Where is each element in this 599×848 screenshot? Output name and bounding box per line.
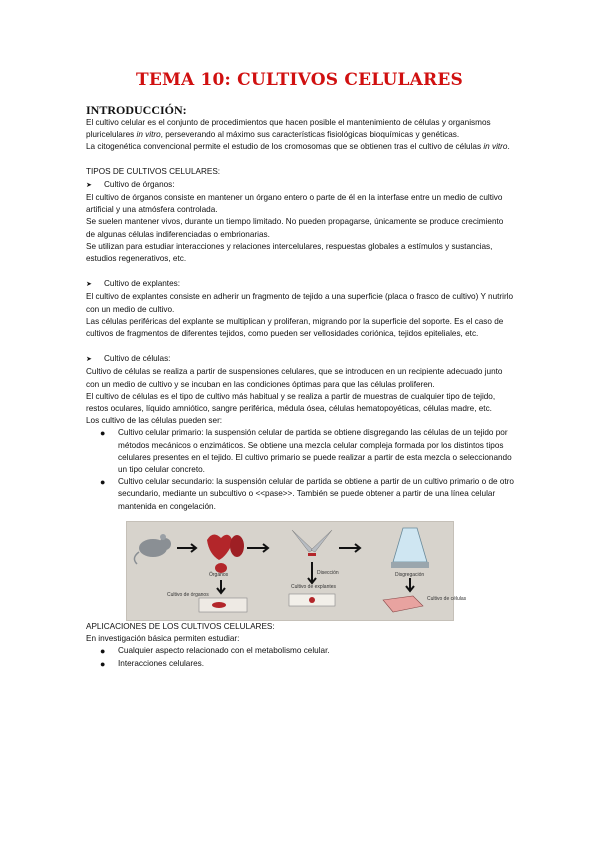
explant-culture-dish-icon [289, 594, 335, 606]
organs-icon [207, 534, 244, 573]
arrowhead-icon: ➤ [86, 181, 92, 189]
cell-culture-line: Los cultivo de las células pueden ser: [86, 416, 223, 426]
organ-culture-line: El cultivo de órganos consiste en mantener un órgano entero o parte de él en la interfase entre un medio de cultivo artificial y una atmósfera controlada. [86, 193, 503, 215]
explant-culture-line: Las células periféricas del explante se multiplican y proliferan, migrando por la superficie del soporte. Es el caso de cultivos de fragmentos de diferentes tejidos, como pueden ser vellosidades coriónica, tejidos epiteliales, etc. [86, 316, 504, 339]
cell-culture-line: Cultivo de células se realiza a partir de suspensiones celulares, que se introducen en un recipiente adecuado junto con un medio de cultivo y se incuban en las condiciones óptimas para que las células proliferen. [86, 367, 503, 389]
label-disaggregation: Disgregación [395, 571, 425, 578]
cell-culture-line: El cultivo de células es el tipo de cultivo más habitual y se realiza a partir de muestras de cualquier tipo de tejido, restos oculares, líquido amniótico, sangre periférica, médula ósea, células hematopoyéticas, células madre, etc. [86, 391, 496, 414]
document-body [86, 104, 514, 670]
intro-paragraph-2: La citogenética convencional permite el estudio de los cromosomas que se obtienen tras el cultivo de células in vitro. [86, 142, 510, 152]
list-item: ● Cualquier aspecto relacionado con el metabolismo celular. [100, 646, 330, 657]
list-item: ● Cultivo celular secundario: la suspensión celular de partida se obtiene a partir de un cultivo primario o de otro secundario, mediante un subcultivo o <<pase>>. También se puede obtener a partir de una línea celular mantenida en congelación. [100, 477, 514, 511]
organ-culture-label: ➤ Cultivo de órganos: [86, 179, 514, 192]
list-item: ● Cultivo celular primario: la suspensión celular de partida se obtiene disgregando las células de un tejido por métodos mecánicos o enzimáticos. Se obtiene una mezcla celular compleja formada por los distintos tipos celulares presentes en el tejido. El cultivo primario se puede realizar a partir de esta mezcla o seleccionando un tipo celular concreto. [100, 428, 512, 475]
arrowhead-icon: ➤ [86, 281, 92, 289]
explant-culture-label: ➤ Cultivo de explantes: [86, 278, 514, 291]
cell-culture-label: ➤ Cultivo de células: [86, 353, 514, 366]
types-heading: TIPOS DE CULTIVOS CELULARES: [86, 166, 221, 176]
arrow-down-icon [308, 562, 316, 583]
label-dissection: Disección [317, 569, 339, 576]
arrow-right-icon [177, 544, 196, 552]
bullet-icon: ● [100, 658, 106, 669]
organ-culture-line: Se suelen mantener vivos, durante un tiempo limitado. No pueden propagarse, únicamente se produce crecimiento de algunas células indiferenciadas o embrionarias. [86, 217, 504, 239]
cell-culture-types-list [86, 427, 514, 512]
label-cell-culture: Cultivo de células [427, 595, 467, 602]
mouse-icon [134, 534, 171, 564]
applications-heading: APLICACIONES DE LOS CULTIVOS CELULARES: [86, 621, 275, 631]
culture-types-illustration [126, 521, 467, 621]
arrowhead-icon: ➤ [86, 356, 92, 364]
intro-heading: INTRODUCCIÓN: [86, 103, 187, 117]
arrow-down-icon [217, 580, 225, 593]
arrow-down-icon [406, 578, 414, 591]
cell-culture-flask-icon [383, 596, 423, 612]
arrow-right-icon [339, 544, 360, 552]
bullet-icon: ● [100, 477, 106, 488]
flask-icon [391, 528, 429, 568]
scalpels-icon [292, 530, 332, 556]
page-title: TEMA 10: CULTIVOS CELULARES [135, 70, 464, 90]
organ-culture-line: Se utilizan para estudiar interacciones y relaciones intercelulares, respuestas globales a estímulos y sustancias, estudios regenerativos, etc. [86, 241, 493, 264]
label-organs: Órganos [209, 571, 229, 578]
label-organ-culture: Cultivo de órganos [167, 591, 209, 598]
explant-culture-line: El cultivo de explantes consiste en adherir un fragmento de tejido a una superficie (placa o frasco de cultivo) Y nutrirlo con un medio de cultivo. [86, 292, 514, 314]
applications-list [86, 645, 514, 669]
label-explant-culture: Cultivo de explantes [291, 583, 337, 590]
bullet-icon: ● [100, 646, 106, 657]
organ-culture-dish-icon [199, 598, 247, 612]
intro-paragraph-1: El cultivo celular es el conjunto de procedimientos que hacen posible el mantenimiento de células y organismos pluricelulares in vitro, perseverando al máximo sus características fisiológicas bioquímicas y genéticas. [86, 118, 491, 140]
bullet-icon: ● [100, 428, 106, 439]
list-item: ● Interacciones celulares. [100, 658, 205, 669]
arrow-right-icon [247, 544, 268, 552]
applications-intro: En investigación básica permiten estudiar: [86, 634, 240, 644]
